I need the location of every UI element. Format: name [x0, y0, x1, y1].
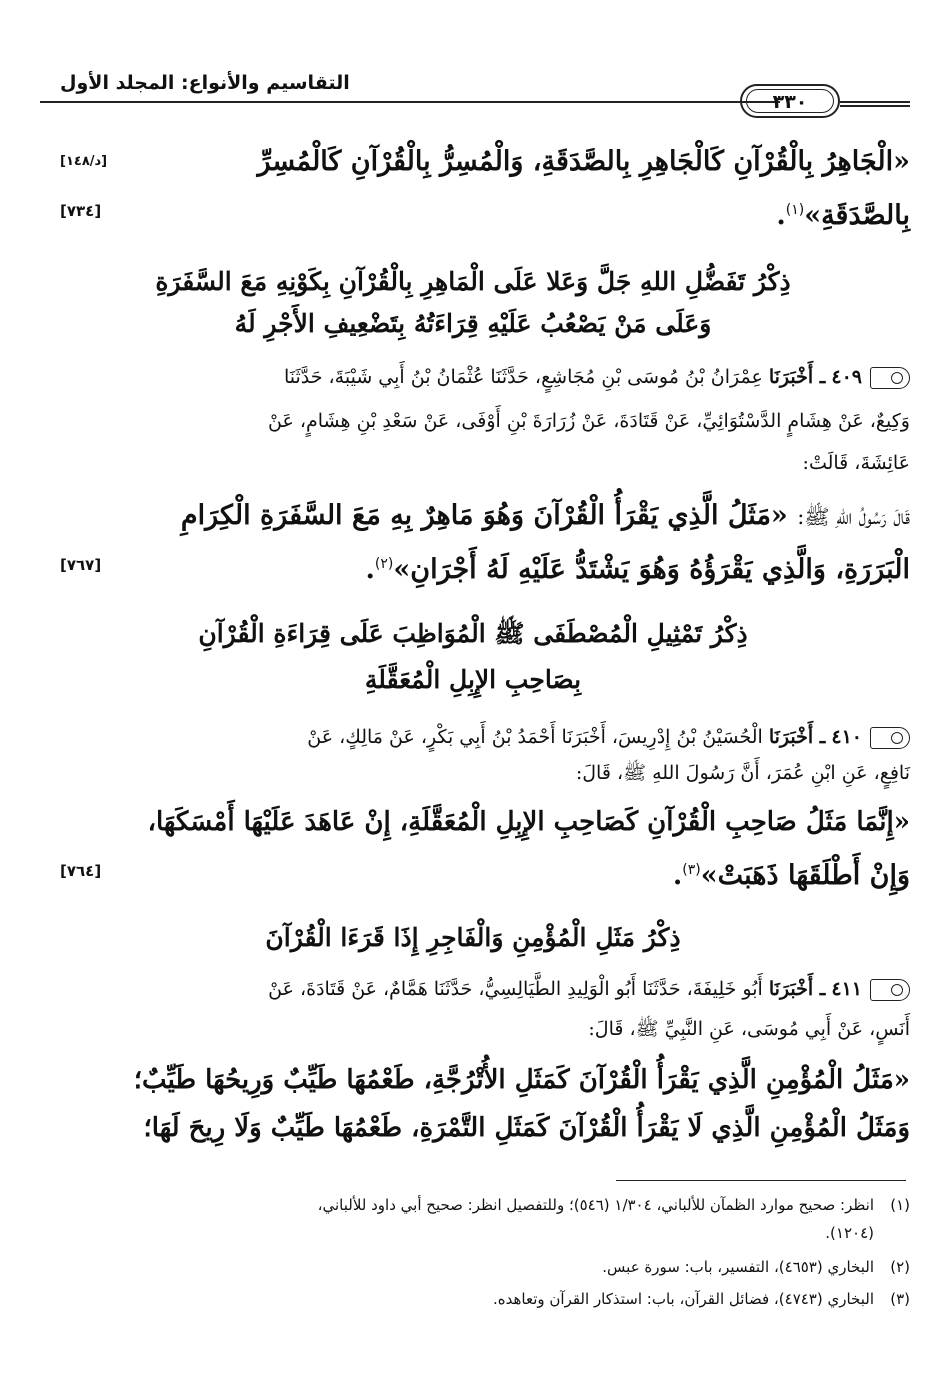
hadith-411-isnad-line1	[36, 972, 910, 1006]
hadith-marker-icon	[870, 367, 910, 389]
hadith-411-matn-line1: «مَثَلُ الْمُؤْمِنِ الَّذِي يَقْرَأُ الْقُرْآنَ كَمَثَلِ الأُتْرُجَّةِ، طَعْمُهَا طَيِّبٌ وَرِيحُهَا طَيِّبٌ؛	[133, 1065, 910, 1095]
header-rule-right-bottom	[840, 105, 910, 107]
hadith-410-label: ـ أَخْبَرَنَا	[768, 726, 826, 748]
hadith-409-matn-line1	[36, 496, 910, 536]
hadith-411-isnad-text: أَبُو خَلِيفَةَ، حَدَّثَنَا أَبُو الْوَلِيدِ الطَّيَالِسِيُّ، حَدَّثَنَا هَمَّامٌ، عَنْ قَتَادَةَ، عَنْ	[268, 978, 763, 1000]
section-2-heading-line1: ذِكْرُ تَمْثِيلِ الْمُصْطَفَى ﷺ الْمُوَاظِبَ عَلَى قِرَاءَةِ الْقُرْآنِ	[198, 619, 748, 648]
margin-reference: [د/١٤٨]	[60, 154, 108, 169]
hadith-408-line1: «الْجَاهِرُ بِالْقُرْآنِ كَالْجَاهِرِ بِالصَّدَقَةِ، وَالْمُسِرُّ بِالْقُرْآنِ كَالْمُسِرِّ	[257, 146, 910, 177]
footnote-2-text: البخاري (٤٦٥٣)، التفسير، باب: سورة عبس.	[602, 1258, 874, 1276]
hadith-411-isnad-line2: أَنَسٍ، عَنْ أَبِي مُوسَى، عَنِ النَّبِيِّ ﷺ، قَالَ:	[588, 1018, 910, 1040]
footnote-1-number: (١)	[890, 1196, 910, 1214]
footnote-1-text: انظر: صحيح موارد الظمآن للألباني، ١/٣٠٤ (٥٤٦)؛ وللتفصيل انظر: صحيح أبي داود للألباني،	[317, 1196, 874, 1214]
footnote-marker-1[interactable]: (١)	[785, 202, 805, 218]
hadith-410-isnad-text: الْحُسَيْنُ بْنُ إِدْرِيسَ، أَخْبَرَنَا أَحْمَدُ بْنُ أَبِي بَكْرٍ، عَنْ مَالِكٍ، عَنْ	[307, 726, 763, 748]
hadith-410-isnad-line1	[36, 720, 910, 754]
header-rule-right-top	[840, 101, 910, 103]
hadith-409-ref: [٧٦٧]	[60, 556, 102, 574]
footnote-1	[40, 1192, 910, 1218]
hadith-410-number: ٤١٠	[831, 726, 862, 748]
hadith-408-line2	[36, 190, 910, 236]
footnote-marker-3[interactable]: (٣)	[682, 862, 701, 878]
section-1-heading-line2: وَعَلَى مَنْ يَصْعُبُ عَلَيْهِ قِرَاءَتُهُ بِتَضْعِيفِ الأَجْرِ لَهُ	[234, 309, 712, 338]
hadith-411-matn-line2: وَمَثَلُ الْمُؤْمِنِ الَّذِي لَا يَقْرَأُ الْقُرْآنَ كَمَثَلِ التَّمْرَةِ، طَعْمُهَا طَيِّبٌ وَلَا رِيحَ لَهَا؛	[143, 1113, 910, 1143]
hadith-409-isnad-text: عِمْرَانُ بْنُ مُوسَى بْنِ مُجَاشِعٍ، حَدَّثَنَا عُثْمَانُ بْنُ أَبِي شَيْبَةَ، حَدَّثَنَا	[283, 366, 763, 388]
hadith-409-matn-intro: قَالَ رَسُولُ اللهِ ﷺ:	[797, 505, 910, 529]
footnote-3-text: البخاري (٤٧٤٣)، فضائل القرآن، باب: استذكار القرآن وتعاهده.	[492, 1290, 874, 1308]
footnote-rule	[616, 1180, 906, 1181]
hadith-411-number: ٤١١	[831, 978, 862, 1000]
hadith-410-matn-line2-text: وَإِنْ أَطْلَقَهَا ذَهَبَتْ»	[700, 860, 910, 891]
section-3-heading-line1: ذِكْرُ مَثَلِ الْمُؤْمِنِ وَالْفَاجِرِ إِذَا قَرَءَا الْقُرْآنَ	[265, 923, 681, 952]
hadith-410-matn-end: .	[672, 860, 683, 891]
footnote-3-number: (٣)	[890, 1290, 910, 1308]
page-number: ٣٣٠	[746, 89, 834, 113]
hadith-409-matn-end: .	[365, 554, 375, 585]
hadith-409-isnad-line3: عَائِشَةَ، قَالَتْ:	[802, 452, 910, 474]
hadith-409-number: ٤٠٩	[831, 366, 862, 388]
hadith-409-isnad-line1	[36, 360, 910, 394]
footnote-1-cont: (١٢٠٤).	[825, 1224, 874, 1242]
hadith-408-ref: [٧٣٤]	[60, 202, 102, 220]
hadith-409-label: ـ أَخْبَرَنَا	[768, 366, 826, 388]
hadith-409-matn-line2	[36, 544, 910, 590]
page-number-box	[740, 84, 840, 118]
hadith-410-matn-line1: «إِنَّمَا مَثَلُ صَاحِبِ الْقُرْآنِ كَصَاحِبِ الإِبِلِ الْمُعَقَّلَةِ، إِنْ عَاهَدَ عَلَيْهَا أَمْسَكَهَا،	[147, 807, 910, 837]
hadith-411-label: ـ أَخْبَرَنَا	[768, 978, 826, 1000]
footnote-2	[40, 1254, 910, 1280]
hadith-409-matn-line2-text: الْبَرَرَةِ، وَالَّذِي يَقْرَؤُهُ وَهُوَ يَشْتَدُّ عَلَيْهِ لَهُ أَجْرَانِ»	[393, 554, 910, 585]
running-header-title: التقاسيم والأنواع: المجلد الأول	[60, 72, 350, 94]
header-rule	[40, 101, 780, 103]
hadith-marker-icon	[870, 979, 910, 1001]
hadith-410-isnad-line2: نَافِعٍ، عَنِ ابْنِ عُمَرَ، أَنَّ رَسُولَ اللهِ ﷺ، قَالَ:	[575, 762, 910, 784]
footnote-marker-2[interactable]: (٢)	[374, 556, 394, 572]
hadith-409-matn-text: «مَثَلُ الَّذِي يَقْرَأُ الْقُرْآنَ وَهُوَ مَاهِرٌ بِهِ مَعَ السَّفَرَةِ الْكِرَامِ	[180, 500, 788, 531]
hadith-408-line2-text: بِالصَّدَقَةِ»	[804, 200, 910, 231]
hadith-410-ref: [٧٦٤]	[60, 862, 102, 880]
section-2-heading-line2: بِصَاحِبِ الإِبِلِ الْمُعَقَّلَةِ	[364, 665, 582, 694]
hadith-marker-icon	[870, 727, 910, 749]
footnote-2-number: (٢)	[890, 1258, 910, 1276]
hadith-409-isnad-line2: وَكِيعٌ، عَنْ هِشَامٍ الدَّسْتُوَائِيِّ، عَنْ قَتَادَةَ، عَنْ زُرَارَةَ بْنِ أَوْفَى، عَنْ سَعْدِ بْنِ هِشَامٍ، عَنْ	[268, 410, 910, 432]
hadith-408-line2-end: .	[776, 200, 786, 231]
footnote-3	[40, 1286, 910, 1312]
hadith-410-matn-line2	[36, 850, 910, 896]
section-1-heading-line1: ذِكْرُ تَفَضُّلِ اللهِ جَلَّ وَعَلا عَلَى الْمَاهِرِ بِالْقُرْآنِ بِكَوْنِهِ مَعَ السَّفَرَةِ	[155, 267, 791, 296]
